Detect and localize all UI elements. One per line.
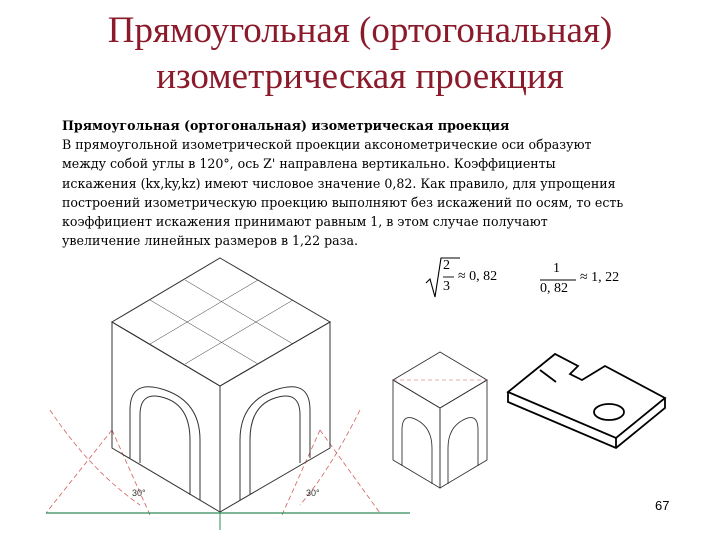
slide-title bbox=[0, 8, 720, 100]
body-line-2: между собой углы в 120°, ось Z' направлена вертикально. Коэффициенты bbox=[62, 156, 556, 172]
title-line-1: Прямоугольная (ортогональная) bbox=[107, 10, 613, 51]
angle-label-right: 30° bbox=[306, 488, 320, 498]
sqrt-denominator: 3 bbox=[443, 279, 450, 294]
body-line-1: В прямоугольной изометрической проекции аксонометрические оси образуют bbox=[62, 137, 592, 153]
small-cube-drawing bbox=[393, 352, 487, 488]
fraction-result: ≈ 1, 22 bbox=[580, 270, 620, 285]
body-line-4: построений изометрическую проекцию выполняют без искажений по осям, то есть bbox=[62, 194, 624, 210]
angle-label-left: 30° bbox=[132, 488, 146, 498]
title-line-2: изометрическая проекция bbox=[156, 56, 564, 97]
plate-part-drawing bbox=[508, 354, 665, 448]
page-number: 67 bbox=[655, 498, 670, 513]
sqrt-numerator: 2 bbox=[443, 258, 450, 273]
body-line-3: искажения (kx,ky,kz) имеют числовое значение 0,82. Как правило, для упрощения bbox=[62, 175, 616, 191]
body-heading: Прямоугольная (ортогональная) изометрическая проекция bbox=[62, 118, 510, 133]
body-line-5: коэффициент искажения принимают равным 1, в этом случае получают bbox=[62, 214, 548, 230]
body-line-6: увеличение линейных размеров в 1,22 раза. bbox=[62, 233, 359, 249]
fraction-denominator: 0, 82 bbox=[540, 281, 568, 296]
large-cube-drawing bbox=[46, 258, 380, 515]
body-text bbox=[62, 116, 702, 250]
fraction-numerator: 1 bbox=[553, 261, 560, 276]
sqrt-result: ≈ 0, 82 bbox=[458, 269, 498, 284]
